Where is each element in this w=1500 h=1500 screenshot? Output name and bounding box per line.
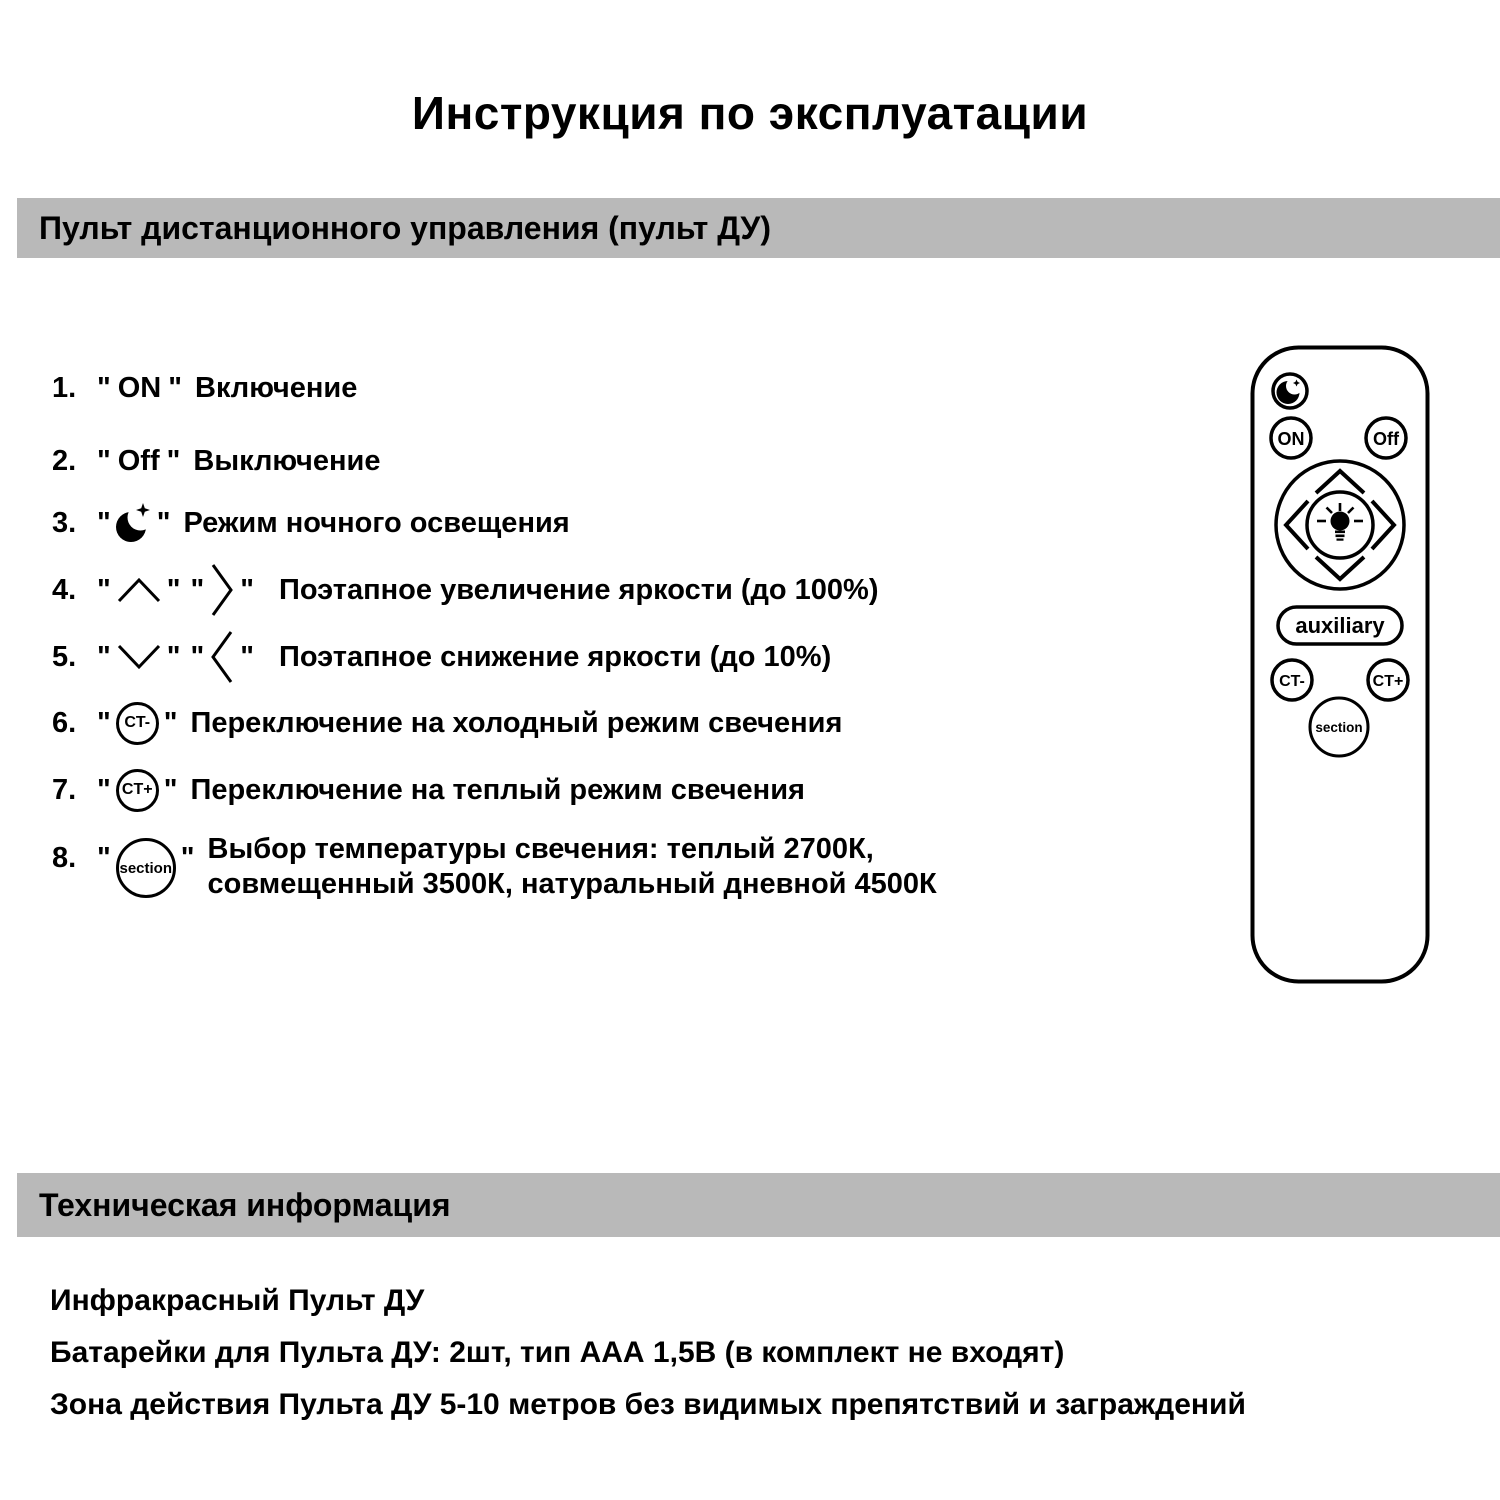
quote-mark: " bbox=[97, 444, 111, 477]
quote-mark: " bbox=[190, 573, 205, 606]
list-item-on bbox=[52, 362, 357, 414]
quote-mark: " bbox=[97, 842, 111, 874]
quote-mark: " bbox=[240, 573, 254, 606]
quote-mark: " bbox=[97, 773, 111, 806]
item-description: Выключение bbox=[193, 444, 381, 477]
tech-info-line-1: Инфракрасный Пульт ДУ bbox=[50, 1284, 425, 1317]
remote-control-diagram bbox=[1250, 345, 1430, 985]
quote-mark: " bbox=[156, 506, 171, 539]
item-number: 7. bbox=[52, 773, 77, 806]
list-item-color-temperature bbox=[52, 832, 937, 902]
tech-info-line-2: Батарейки для Пульта ДУ: 2шт, тип ААА 1,5В (в комплект не входят) bbox=[50, 1336, 1065, 1369]
item-number: 1. bbox=[52, 371, 77, 404]
quote-mark: " bbox=[163, 773, 178, 806]
item-number: 8. bbox=[52, 842, 77, 874]
quote-mark: " bbox=[166, 640, 181, 673]
item-description: Поэтапное увеличение яркости (до 100%) bbox=[279, 573, 879, 606]
item-description-line-1: Выбор температуры свечения: теплый 2700К, bbox=[207, 833, 874, 865]
item-description: Переключение на теплый режим свечения bbox=[190, 773, 805, 806]
quote-mark: " bbox=[97, 371, 111, 404]
svg-text:ON: ON bbox=[1277, 429, 1305, 449]
list-item-night-mode bbox=[52, 497, 570, 549]
tech-info-block bbox=[50, 1275, 1246, 1431]
quote-mark: " bbox=[97, 506, 111, 539]
quote-mark: " bbox=[97, 573, 111, 606]
quote-mark: " bbox=[180, 842, 195, 874]
chevron-right-icon bbox=[209, 562, 235, 618]
chevron-down-icon bbox=[116, 643, 162, 671]
item-number: 3. bbox=[52, 506, 77, 539]
off-button-label: Off bbox=[117, 444, 160, 477]
section-button-label: section bbox=[119, 859, 172, 877]
item-number: 5. bbox=[52, 640, 77, 673]
item-description: Переключение на холодный режим свечения bbox=[190, 706, 843, 739]
item-description: Включение bbox=[195, 371, 358, 404]
quote-mark: " bbox=[190, 640, 205, 673]
quote-mark: " bbox=[163, 706, 178, 739]
item-description: Режим ночного освещения bbox=[183, 506, 570, 539]
tech-info-line-3: Зона действия Пульта ДУ 5-10 метров без видимых препятствий и заграждений bbox=[50, 1388, 1246, 1421]
section-circle-icon bbox=[116, 838, 176, 898]
quote-mark: " bbox=[166, 444, 181, 477]
ct-plus-circle-icon bbox=[116, 769, 159, 812]
svg-text:CT-: CT- bbox=[1279, 673, 1305, 690]
ct-minus-circle-icon bbox=[116, 702, 159, 745]
ct-plus-label: CT+ bbox=[121, 781, 153, 798]
chevron-up-icon bbox=[116, 576, 162, 604]
quote-mark: " bbox=[240, 640, 254, 673]
item-number: 4. bbox=[52, 573, 77, 606]
page-title: Инструкция по эксплуатации bbox=[411, 87, 1089, 139]
quote-mark: " bbox=[166, 573, 181, 606]
list-item-cold-mode bbox=[52, 697, 842, 749]
svg-text:section: section bbox=[1315, 720, 1363, 735]
item-description bbox=[208, 832, 937, 902]
svg-text:Off: Off bbox=[1373, 429, 1399, 449]
chevron-left-icon bbox=[209, 629, 235, 685]
section-header-tech-label: Техническая информация bbox=[39, 1186, 451, 1223]
on-button-label: ON bbox=[117, 371, 162, 404]
item-number: 2. bbox=[52, 444, 77, 477]
list-item-warm-mode bbox=[52, 764, 805, 816]
quote-mark: " bbox=[97, 706, 111, 739]
item-number: 6. bbox=[52, 706, 77, 739]
section-header-remote bbox=[17, 198, 1500, 258]
list-item-brightness-up bbox=[52, 564, 879, 616]
quote-mark: " bbox=[97, 640, 111, 673]
svg-text:auxiliary: auxiliary bbox=[1295, 613, 1385, 638]
quote-mark: " bbox=[168, 371, 182, 404]
section-header-tech bbox=[17, 1173, 1500, 1237]
section-header-remote-label: Пульт дистанционного управления (пульт ДУ) bbox=[39, 209, 771, 246]
svg-text:CT+: CT+ bbox=[1372, 673, 1404, 690]
item-description-line-2: совмещенный 3500К, натуральный дневной 4500К bbox=[207, 868, 937, 900]
item-description: Поэтапное снижение яркости (до 10%) bbox=[279, 640, 832, 673]
list-item-brightness-down bbox=[52, 631, 831, 683]
moon-with-star-icon bbox=[116, 500, 152, 546]
list-item-off bbox=[52, 435, 380, 487]
ct-minus-label: CT- bbox=[124, 714, 151, 731]
